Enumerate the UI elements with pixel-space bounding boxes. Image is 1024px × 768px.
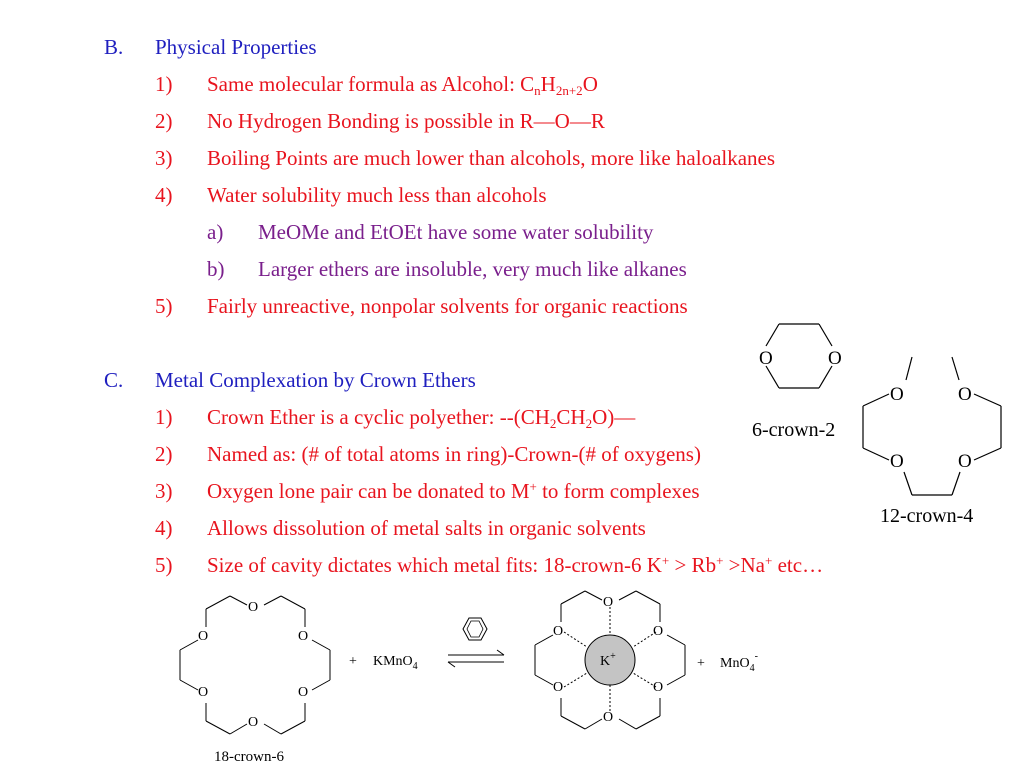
oxygen-atom: O: [958, 384, 972, 405]
crown-6-2-structure: [740, 318, 850, 443]
oxygen-atom: O: [298, 629, 309, 644]
product-formula: MnO: [720, 656, 750, 671]
product-charge: -: [754, 651, 758, 662]
oxygen-atom: O: [958, 451, 972, 472]
section-b-title: Physical Properties: [155, 35, 317, 59]
item-text: No Hydrogen Bonding is possible in R—O—R: [207, 109, 605, 133]
item-number: 5): [155, 553, 173, 577]
oxygen-atom: O: [553, 624, 564, 639]
svg-text:MnO4-: [720, 651, 758, 674]
item-number: 5): [155, 294, 173, 318]
item-text: Crown Ether is a cyclic polyether: $--(CH_2CH_2O)—$: [207, 405, 636, 431]
reagent-subscript: 4: [412, 661, 418, 672]
oxygen-atom: O: [653, 680, 664, 695]
oxygen-atom: O: [248, 715, 259, 730]
item-number: 3): [155, 479, 173, 503]
item-text: Allows dissolution of metal salts in organic solvents: [207, 516, 646, 540]
item-text: Larger ethers are insoluble, very much like alkanes: [258, 257, 687, 281]
crown-12-4-structure: [855, 352, 1005, 532]
oxygen-atom: O: [603, 710, 614, 725]
oxygen-atom: O: [198, 629, 209, 644]
cation-charge: +: [610, 651, 616, 662]
reagent-kmno4: [345, 646, 445, 676]
oxygen-atom: O: [553, 680, 564, 695]
oxygen-atom: O: [890, 451, 904, 472]
item-text: Size of cavity dictates which metal fits: 18-crown-6 K+ > Rb+ >Na+ etc…: [207, 553, 824, 577]
plus-sign: +: [697, 656, 705, 671]
section-c-title: Metal Complexation by Crown Ethers: [155, 368, 476, 392]
item-number: a): [207, 220, 224, 244]
crown-6-2-label: 6-crown-2: [752, 419, 836, 441]
product-mno4: [693, 648, 783, 678]
product-subscript: 4: [749, 663, 755, 674]
item-text: MeOMe and EtOEt have some water solubility: [258, 220, 654, 244]
item-text: Oxygen lone pair can be donated to M+ to form complexes: [207, 479, 700, 503]
oxygen-atom: O: [298, 685, 309, 700]
crown-18-6-label: 18-crown-6: [214, 749, 284, 765]
oxygen-atom: O: [198, 685, 209, 700]
crown-12-4-label: 12-crown-4: [880, 505, 974, 527]
crown-k-complex-structure: [520, 585, 700, 735]
item-number: 3): [155, 146, 173, 170]
equilibrium-arrows: [440, 612, 520, 672]
reagent-formula: KMnO: [373, 654, 413, 669]
item-text: Fairly unreactive, nonpolar solvents for organic reactions: [207, 294, 688, 318]
oxygen-atom: O: [828, 348, 842, 369]
item-text: Named as: (# of total atoms in ring)-Crown-(# of oxygens): [207, 442, 701, 466]
plus-sign: +: [349, 654, 357, 669]
oxygen-atom: O: [653, 624, 664, 639]
item-number: b): [207, 257, 225, 281]
item-number: 2): [155, 109, 173, 133]
oxygen-atom: O: [603, 595, 614, 610]
item-number: 2): [155, 442, 173, 466]
item-number: 4): [155, 183, 173, 207]
item-number: 1): [155, 72, 173, 96]
section-b-marker: B.: [104, 35, 124, 59]
item-text: Water solubility much less than alcohols: [207, 183, 547, 207]
item-number: 4): [155, 516, 173, 540]
item-text: Boiling Points are much lower than alcohols, more like haloalkanes: [207, 146, 776, 170]
item-text: Same molecular formula as Alcohol: $C_nH_{2n+2}O$: [207, 72, 598, 98]
svg-text:KMnO4: [373, 654, 418, 672]
item-number: 1): [155, 405, 173, 429]
section-c-marker: C.: [104, 368, 124, 392]
cation-symbol: K: [600, 654, 611, 669]
crown-18-6-structure: [170, 590, 340, 768]
oxygen-atom: O: [248, 600, 259, 615]
oxygen-atom: O: [890, 384, 904, 405]
oxygen-atom: O: [759, 348, 773, 369]
